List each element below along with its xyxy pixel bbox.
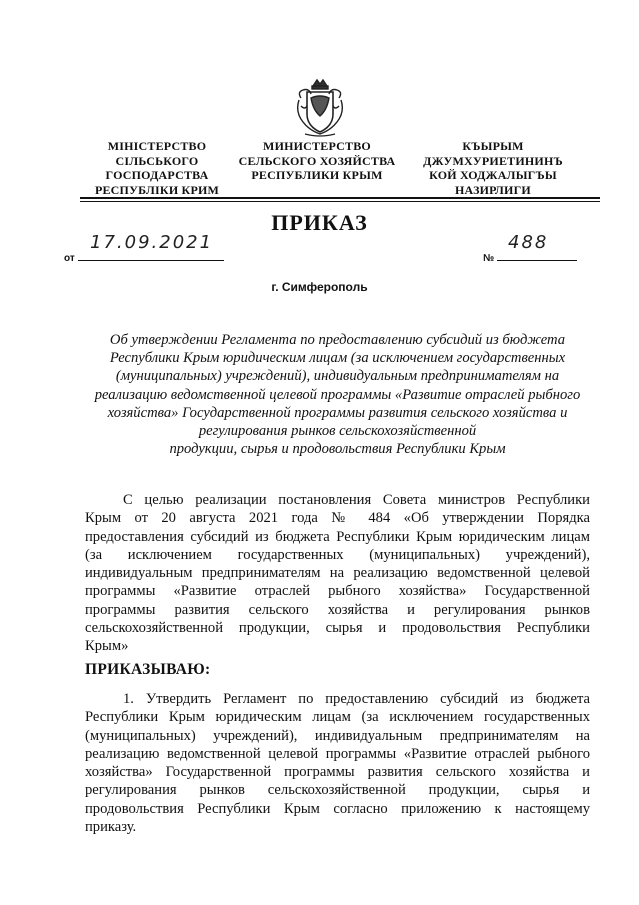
subject-line: реализацию ведомственной целевой программы «Развитие отраслей рыбного [94,386,581,403]
paragraph-line: приказу. [85,819,137,836]
ministry-name-line: КЪЫРЫМ [462,139,524,153]
paragraph-line: Республики Крым юридическим лицам (за исключением государственных [85,709,590,726]
paragraph-line: продовольствия Республики Крым согласно приложению к настоящему [85,800,590,817]
document-title: ПРИКАЗ [271,210,368,235]
ministry-name-russian [232,139,402,183]
ministry-name-line: МІНІСТЕРСТВО [107,139,207,153]
date-underline [78,260,224,261]
header-divider-thin [80,201,600,202]
paragraph-line: (за исключением государственных (муниципальных) учреждений), [85,546,590,563]
subject-line: Республики Крым юридическим лицам (за исключением государственных [109,350,566,367]
ministry-name-line: РЕСПУБЛІКИ КРИМ [94,182,220,197]
number-underline [497,260,577,261]
paragraph-line: сельскохозяйственной продукции, сырья и продовольствия Республики [85,620,590,637]
paragraph-line: программы «Развитие отраслей рыбного хозяйства» Государственной [85,583,590,600]
paragraph-line: индивидуальным предпринимателям на реализацию ведомственной целевой [85,565,590,582]
subject-line: хозяйства» Государственной программы развития сельского хозяйства и [107,404,568,421]
paragraph-line: предоставления субсидий из бюджета Республики Крым юридическим лицам [85,528,590,545]
ministry-name-line: МИНИСТЕРСТВО [263,139,371,153]
header-divider-thick [80,197,600,199]
ministry-name-line: ГОСПОДАРСТВА [105,168,209,182]
city-name: г. Симферополь [271,280,368,294]
paragraph-line: С целью реализации постановления Совета министров Республики [123,492,590,508]
ministry-name-crimean-tatar [408,139,578,197]
paragraph-line: Крым» [85,638,129,655]
document-subject [85,331,590,458]
subject-line: (муниципальных) учреждений), индивидуальным предпринимателям на [115,368,560,385]
ministry-name-line: СЕЛЬСКОГО ХОЗЯЙСТВА [238,153,396,168]
paragraph-line: реализацию ведомственной целевой программы «Развитие отраслей рыбного [85,745,590,762]
subject-line: регулирования рынков сельскохозяйственной [198,423,477,440]
ministry-name-line: ДЖУМХУРИЕТИНИНЪ [423,153,563,168]
order-heading: ПРИКАЗЫВАЮ: [85,661,211,678]
paragraph-line: регулирования рынков сельскохозяйственной продукции, сырья и [85,782,590,799]
ministry-name-line: СІЛЬСЬКОГО [115,153,199,168]
subject-line: Об утверждении Регламента по предоставлению субсидий из бюджета [109,332,566,348]
ministry-name-line: РЕСПУБЛИКИ КРЫМ [251,168,383,182]
subject-line: продукции, сырья и продовольствия Республики Крым [169,441,506,458]
ministry-name-line: НАЗИРЛИГИ [455,182,531,197]
ministry-name-line: КОЙ ХОДЖАЛЫГЪЫ [429,168,557,182]
ministry-name-ukrainian [82,139,232,197]
coat-of-arms-emblem [291,76,349,138]
number-label: № [483,253,495,264]
preamble-paragraph [85,491,590,656]
order-item-1 [85,690,590,836]
paragraph-line: Крым от 20 августа 2021 года № 484 «Об утверждении Порядка [85,510,590,527]
paragraph-line: (муниципальных) учреждений), индивидуальным предпринимателям на [85,727,590,744]
paragraph-line: хозяйства» Государственной программы развития сельского хозяйства и [85,764,590,781]
document-date: 17.09.2021 [90,232,214,253]
paragraph-line: 1. Утвердить Регламент по предоставлению субсидий из бюджета [123,691,590,707]
date-label: от [64,253,75,264]
paragraph-line: программы развития сельского хозяйства и регулирования рынков [85,601,590,618]
document-number: 488 [508,232,549,253]
